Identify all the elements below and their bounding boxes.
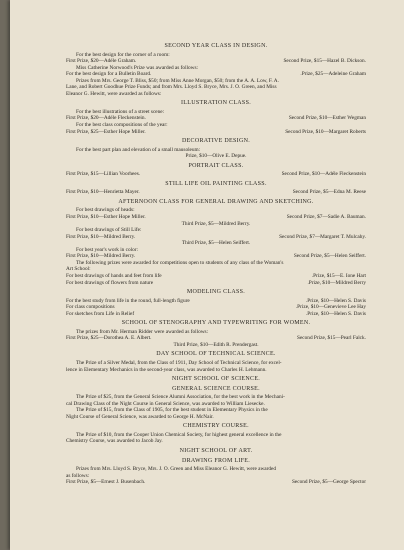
document-body bbox=[66, 40, 366, 486]
section-heading: DECORATIVE DESIGN. bbox=[181, 138, 251, 145]
section bbox=[66, 423, 366, 445]
prize-left: First Prize, $20—Adéle Graham. bbox=[66, 58, 137, 65]
text-line: The following prizes were awarded for competitions open to students of any class of the Woman's bbox=[76, 259, 284, 266]
section-heading: MODELING CLASS. bbox=[186, 289, 246, 296]
prize-left: For the best study from life in the round, full-length figure bbox=[66, 297, 190, 304]
prize-right: Second Prize, $7—Margaret T. Mulcahy. bbox=[279, 233, 366, 240]
section-heading: AFTERNOON CLASS FOR GENERAL DRAWING AND SKETCHING. bbox=[118, 198, 314, 205]
text-line: lence in Elementary Mechanics in the second-year class, was awarded to Charles H. Lehmann. bbox=[66, 366, 267, 373]
prize-left: First Prize, $15—Lillian Voorhees. bbox=[66, 171, 141, 178]
prize-row bbox=[66, 129, 366, 136]
text-line: The Prize of a Silver Medal, from the Class of 1911, Day School of Technical Science, for excel- bbox=[76, 359, 282, 366]
section-heading: STILL LIFE OIL PAINTING CLASS. bbox=[165, 180, 267, 187]
text-line: For best drawings of heads: bbox=[76, 207, 135, 214]
section bbox=[66, 199, 366, 286]
prize-left: First Prize, $10—Mildred Berry. bbox=[66, 253, 136, 260]
text-line: Prizes from Mrs. George T. Bliss, $50; from Miss Anne Morgan, $50; from the A. A. Low, F. A. bbox=[76, 77, 279, 84]
prize-right: Second Prize, $5—Edna M. Reese bbox=[292, 189, 366, 196]
section bbox=[66, 163, 366, 178]
text-line: For best year's work in color: bbox=[76, 246, 139, 253]
section-heading: NIGHT SCHOOL OF SCIENCE. bbox=[171, 376, 261, 383]
text-line: Third Prize, $10—Edith R. Prendergast. bbox=[173, 341, 259, 348]
text-line: Prize, $10—Olive E. Depue. bbox=[185, 153, 247, 160]
section-heading: SCHOOL OF STENOGRAPHY AND TYPEWRITING FOR WOMEN. bbox=[121, 320, 311, 327]
section bbox=[66, 458, 366, 486]
text-line: Lane, and Robert Goodhue Prize Funds; and from Mrs. Lloyd S. Bryce, Mrs. J. O. Green, and Miss bbox=[66, 84, 277, 91]
text-line: For the best class compositions of the year: bbox=[76, 122, 168, 129]
prize-right: .Prize, $25—Adeleine Graham bbox=[300, 71, 366, 78]
text-line: For the best part plan and elevation of a small mausoleum: bbox=[76, 146, 201, 153]
prize-right: Second Prize, $5—George Spector bbox=[291, 479, 366, 486]
prize-right: Second Prize, $5—Helen Seiffert. bbox=[293, 253, 366, 260]
section-heading: SECOND YEAR CLASS IN DESIGN. bbox=[164, 43, 268, 49]
text-line: For the best illustrations of a street scene: bbox=[76, 108, 165, 115]
section bbox=[66, 448, 366, 455]
text-line: The prizes from Mr. Herman Ridder were awarded as follows: bbox=[76, 328, 209, 335]
prize-right: .Prize, $10—Helen S. Davis bbox=[305, 297, 366, 304]
text-line: Chemistry Course, was awarded to Jacob Jay. bbox=[66, 438, 163, 445]
section-heading: NIGHT SCHOOL OF ART. bbox=[179, 447, 253, 454]
section bbox=[66, 181, 366, 196]
prize-row bbox=[66, 171, 366, 178]
prize-left: For best drawings of hands and feet from life bbox=[66, 272, 162, 279]
prize-left: First Prize, $20—Adéle Fleckenstein. bbox=[66, 115, 146, 122]
prize-left: First Prize, $10—Esther Hope Miller. bbox=[66, 214, 146, 221]
section bbox=[66, 138, 366, 160]
prize-left: First Prize, $10—Mildred Berry. bbox=[66, 233, 136, 240]
section-heading: DRAWING FROM LIFE. bbox=[181, 457, 251, 464]
section-heading: PORTRAIT CLASS. bbox=[188, 162, 244, 169]
text-line: The Prize of $15, from the Class of 1905, for the best student in Elementary Physics in the bbox=[76, 407, 268, 414]
text-line: Miss Catherine Norwood's Prize was awarded as follows: bbox=[76, 64, 199, 71]
section bbox=[66, 100, 366, 135]
prize-row bbox=[66, 280, 366, 287]
text-line: For the best design for the corner of a room: bbox=[76, 51, 170, 58]
section-heading: GENERAL SCIENCE COURSE. bbox=[172, 385, 260, 392]
prize-right: .Prize, $15—E. Ione Hart bbox=[311, 272, 366, 279]
text-line: The Prize of $25, from the General Science Alumni Association, for the best work in the Mechani- bbox=[76, 394, 285, 401]
text-line: cal Drawing Class of the Night Course in General Science, was awarded to William Liesecke. bbox=[66, 400, 265, 407]
prize-left: For the best design for a Bulletin Board. bbox=[66, 71, 152, 78]
prize-left: For class compositions bbox=[66, 304, 115, 311]
section bbox=[66, 351, 366, 373]
section bbox=[66, 43, 366, 97]
prize-right: .Prize, $10—Helen S. Davis bbox=[305, 310, 366, 317]
prize-right: Second Prize, $10—Adéle Fleckenstein bbox=[281, 171, 366, 178]
section-heading: CHEMISTRY COURSE. bbox=[183, 423, 249, 430]
prize-right: Second Prize, $15—Pearl Falck. bbox=[297, 335, 366, 342]
text-line: as follows: bbox=[66, 472, 90, 479]
text-line: For best drawings of Still Life: bbox=[76, 227, 142, 234]
text-line: Night Course of General Science, was awarded to George H. McNair. bbox=[66, 413, 214, 420]
document-page bbox=[10, 0, 404, 550]
section bbox=[66, 386, 366, 421]
prize-left: First Prize, $5—Ernest J. Busenbach. bbox=[66, 479, 146, 486]
section bbox=[66, 376, 366, 383]
prize-right: Second Prize, $10—Esther Wegman bbox=[288, 115, 366, 122]
section-heading: ILLUSTRATION CLASS. bbox=[180, 100, 252, 107]
text-line: Third Prize, $5—Helen Seiffert. bbox=[181, 240, 251, 247]
text-line: Prizes from Mrs. Lloyd S. Bryce, Mrs. J. O. Green and Miss Eleanor G. Hewitt, were awarded bbox=[76, 466, 277, 473]
prize-left: For sketches from Life in Relief bbox=[66, 310, 135, 317]
prize-right: Second Prize, $7—Sadie A. Bauman. bbox=[286, 214, 366, 221]
prize-row bbox=[66, 311, 366, 318]
prize-left: First Prize, $25—Esther Hope Miller. bbox=[66, 128, 146, 135]
prize-right: .Prize, $10—Genevieve Lee Hay bbox=[295, 304, 366, 311]
section-heading: DAY SCHOOL OF TECHNICAL SCIENCE. bbox=[156, 351, 276, 358]
text-line: Third Prize, $5—Mildred Berry. bbox=[181, 220, 251, 227]
section bbox=[66, 289, 366, 317]
prize-right: .Prize, $10—Mildred Berry bbox=[307, 279, 366, 286]
prize-left: First Prize, $10—Henrietta Mayer. bbox=[66, 189, 140, 196]
prize-left: For best drawings of flowers from nature bbox=[66, 279, 154, 286]
section bbox=[66, 320, 366, 348]
prize-row bbox=[66, 479, 366, 486]
text-line: Art School: bbox=[66, 266, 91, 273]
prize-right: Second Prize, $10—Margaret Roberts bbox=[285, 128, 366, 135]
prize-left: First Prize, $25—Dorothea A. E. Albert. bbox=[66, 335, 152, 342]
text-line: The Prize of $10, from the Cooper Union Chemical Society, for highest general excellence in the bbox=[76, 431, 282, 438]
prize-row bbox=[66, 189, 366, 196]
text-line: Eleanor G. Hewitt, were awarded as follows: bbox=[66, 90, 162, 97]
prize-right: Second Prize, $15—Hazel B. Dickson. bbox=[283, 58, 366, 65]
